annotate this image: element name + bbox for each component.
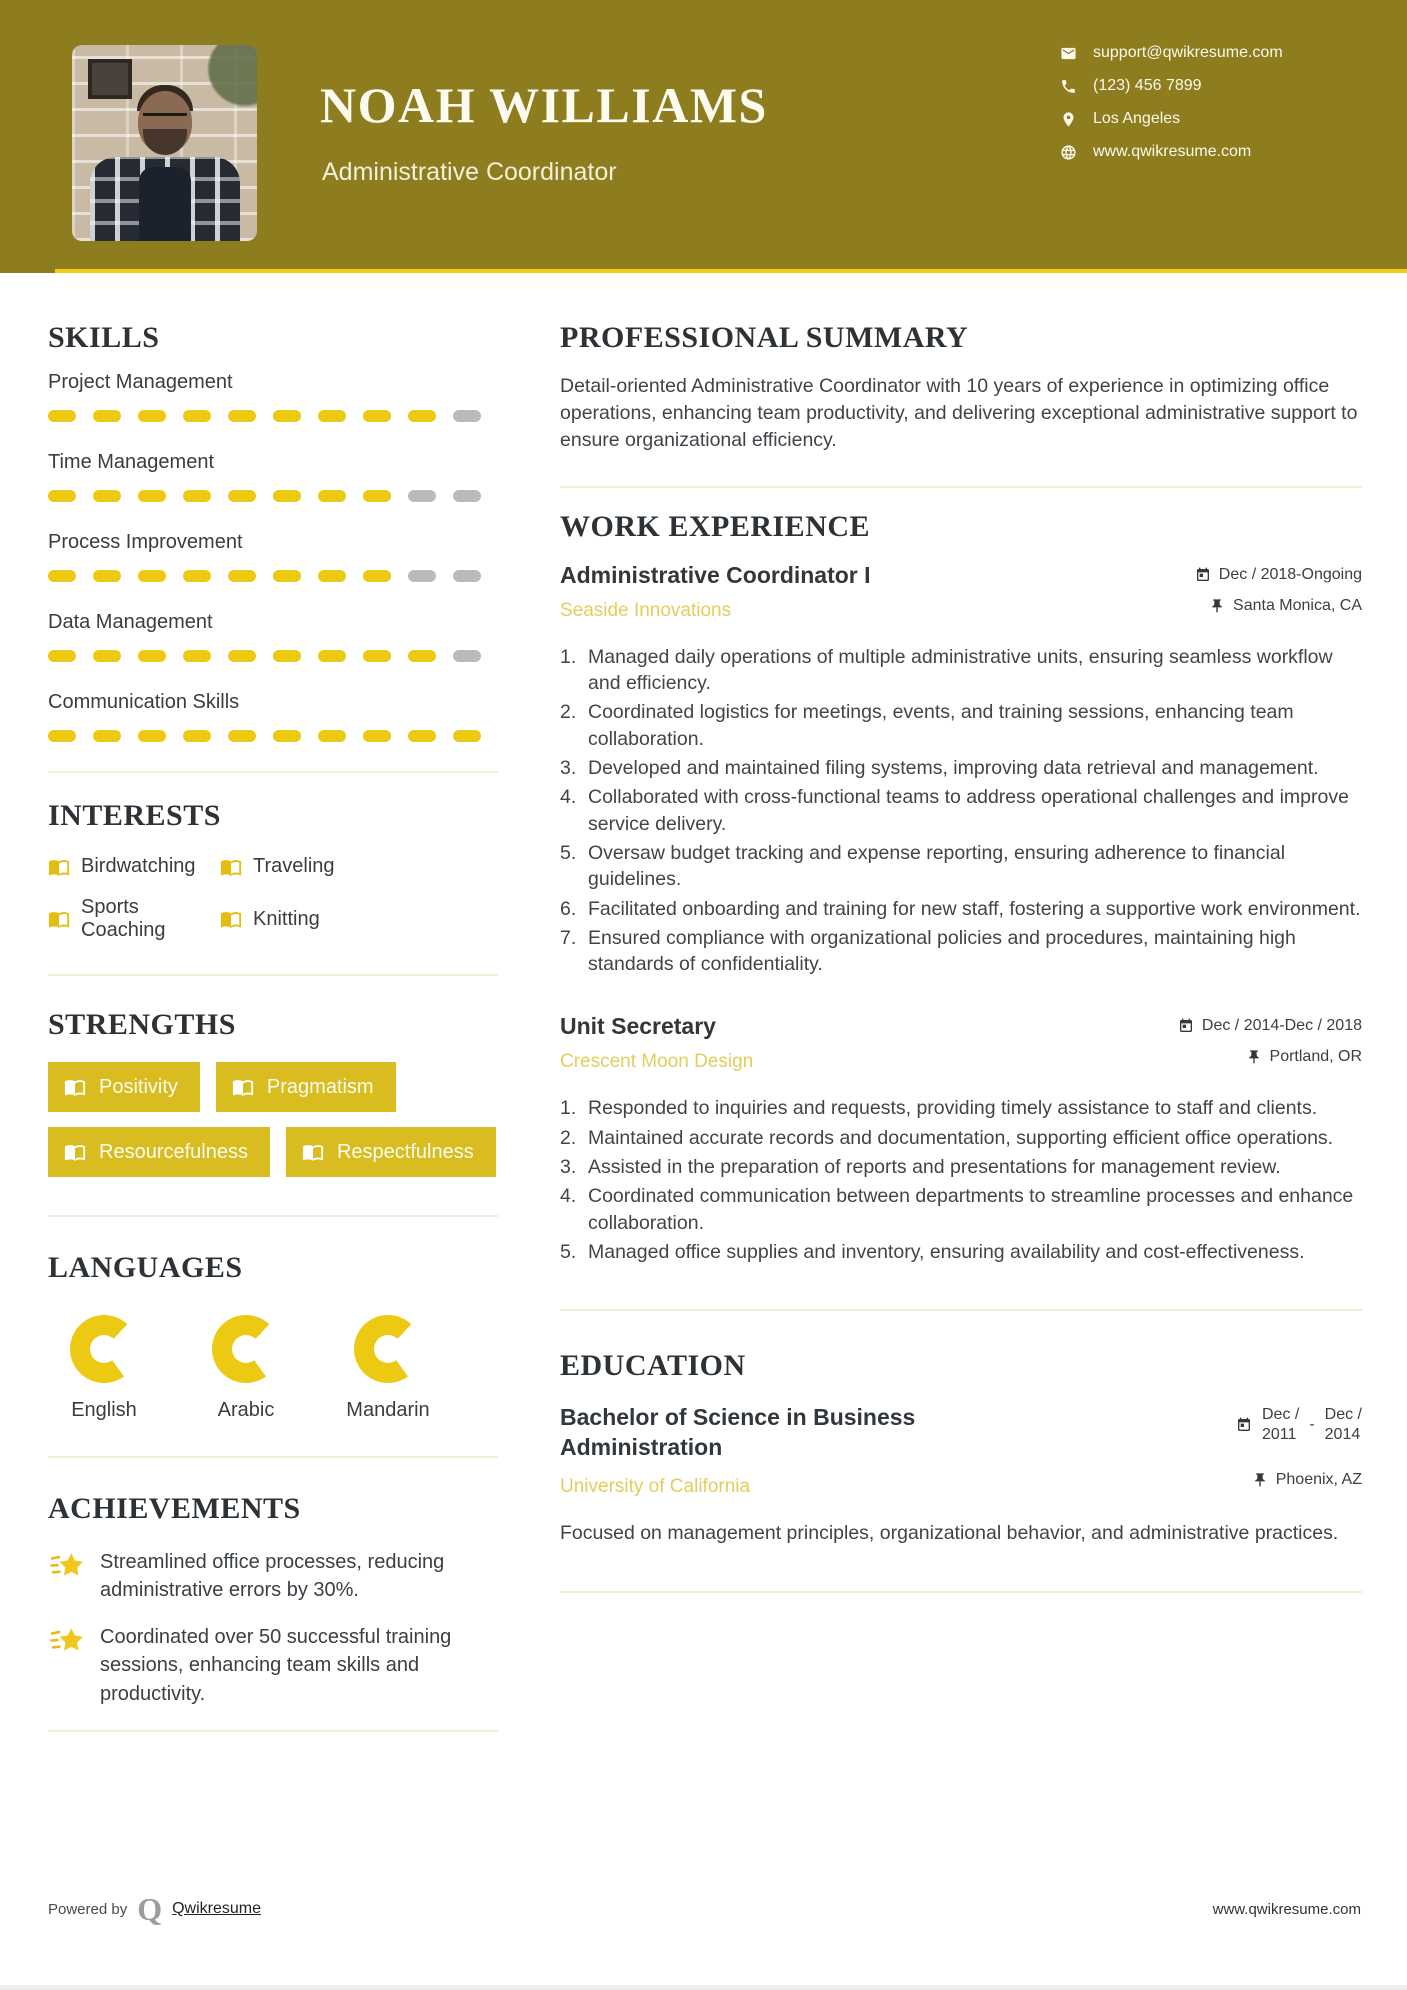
contact-text: support@qwikresume.com [1093, 44, 1283, 61]
globe-icon [1060, 144, 1077, 161]
bullet: Facilitated onboarding and training for new staff, fostering a supportive work environment. [588, 897, 1361, 920]
interest-item [220, 855, 498, 878]
skill-dash [453, 730, 481, 742]
contact-item [1060, 143, 1283, 161]
degree-title: Bachelor of Science in Business Administration [560, 1404, 916, 1461]
person-title: Administrative Coordinator [322, 158, 617, 186]
job-company: Seaside Innovations [560, 599, 732, 621]
divider [48, 1215, 498, 1217]
skill-row [48, 611, 498, 662]
contact-list [1060, 44, 1283, 161]
book-icon [48, 908, 70, 930]
job-entry [560, 562, 1362, 978]
pushpin-icon [1246, 1049, 1262, 1065]
book-icon [220, 856, 242, 878]
section-education [560, 1351, 1362, 1593]
skill-dash [183, 410, 211, 422]
job-date-text: Dec / 2014-Dec / 2018 [1201, 1017, 1362, 1035]
strength-label: Positivity [99, 1075, 178, 1098]
skill-dash [138, 490, 166, 502]
education-header [560, 1403, 1362, 1498]
interest-label: Sports Coaching [81, 896, 166, 941]
skill-dash [138, 730, 166, 742]
job-company: Crescent Moon Design [560, 1051, 754, 1073]
skill-dash [408, 490, 436, 502]
contact-item [1060, 44, 1283, 62]
bullet: Coordinated logistics for meetings, events, and training sessions, enhancing team collaboration. [588, 701, 1294, 750]
job-header [560, 1013, 1362, 1073]
skill-dash [363, 410, 391, 422]
language-gauge [354, 1315, 422, 1383]
contact-item [1060, 77, 1283, 95]
achievement-text: Coordinated over 50 successful training sessions, enhancing team skills and productivity. [100, 1625, 452, 1705]
interest-label: Birdwatching [81, 855, 196, 877]
summary-heading: PROFESSIONAL SUMMARY [560, 321, 969, 354]
location-icon [1060, 111, 1077, 128]
summary-text: Detail-oriented Administrative Coordinator with 10 years of experience in optimizing office operations, enhancing team productivity, and delivering exceptional administrative support to ensure organizational efficiency. [560, 375, 1358, 451]
date-end-month: Dec / [1324, 1406, 1362, 1424]
divider [560, 486, 1362, 488]
school-name: University of California [560, 1476, 751, 1498]
divider [48, 1730, 498, 1732]
bullet: Coordinated communication between departments to streamline processes and enhance collaboration. [588, 1185, 1354, 1234]
date-start-month: Dec / [1261, 1406, 1300, 1424]
education-date-start [1262, 1405, 1299, 1445]
skill-dash [363, 490, 391, 502]
person-glasses [143, 113, 187, 123]
education-meta [1236, 1403, 1362, 1489]
skill-dash [408, 570, 436, 582]
skill-label: Process Improvement [48, 531, 243, 553]
skill-label: Time Management [48, 451, 214, 473]
section-summary [560, 323, 1362, 488]
language-gauge [70, 1315, 138, 1383]
skill-dash [93, 410, 121, 422]
section-achievements [48, 1494, 498, 1732]
person-tshirt [139, 167, 191, 241]
skill-dash [93, 490, 121, 502]
powered-by-label: Powered by [48, 1900, 128, 1918]
section-strengths [48, 1010, 498, 1217]
language-label: Arabic [217, 1399, 275, 1421]
qwikresume-logo: Q [137, 1891, 163, 1927]
contact-item [1060, 110, 1283, 128]
calendar-icon [1236, 1417, 1252, 1433]
language-gauge [212, 1315, 280, 1383]
strength-badge [216, 1062, 396, 1112]
book-icon [48, 856, 70, 878]
job-meta [1178, 1013, 1362, 1066]
bullet: Maintained accurate records and documentation, supporting efficient office operations. [588, 1126, 1334, 1149]
star-icon [48, 1550, 86, 1582]
languages-list [48, 1315, 498, 1422]
skill-dash [318, 730, 346, 742]
skill-dash [273, 490, 301, 502]
divider [48, 771, 498, 773]
skill-bar [48, 650, 498, 662]
bullet: Responded to inquiries and requests, providing timely assistance to staff and clients. [588, 1097, 1318, 1120]
job-title: Administrative Coordinator I [560, 561, 871, 588]
skill-dash [228, 570, 256, 582]
interest-item [48, 855, 220, 878]
strength-label: Pragmatism [266, 1075, 374, 1098]
email-icon [1060, 45, 1077, 62]
interest-item [48, 896, 220, 942]
education-location-text: Phoenix, AZ [1275, 1471, 1362, 1489]
skill-dash [273, 570, 301, 582]
skill-dash [273, 650, 301, 662]
skill-dash [273, 410, 301, 422]
footer-website[interactable]: www.qwikresume.com [1212, 1900, 1361, 1918]
footer [48, 1893, 1361, 1925]
skill-dash [228, 730, 256, 742]
job-location [1246, 1048, 1362, 1066]
skills-heading: SKILLS [48, 321, 160, 354]
bullet: Collaborated with cross-functional teams to address operational challenges and improve service delivery. [588, 786, 1349, 835]
skill-row [48, 691, 498, 742]
job-meta [1195, 562, 1362, 615]
job-location-text: Santa Monica, CA [1233, 596, 1362, 614]
skill-dash [93, 570, 121, 582]
language-item [190, 1315, 302, 1422]
interests-list [48, 855, 498, 942]
skill-dash [183, 730, 211, 742]
education-location [1252, 1471, 1362, 1489]
achievements-list [48, 1548, 498, 1708]
skill-dash [228, 490, 256, 502]
skill-bar [48, 490, 498, 502]
strength-label: Respectfulness [336, 1140, 474, 1163]
skill-row [48, 371, 498, 422]
person-name: NOAH WILLIAMS [320, 77, 768, 133]
pushpin-icon [1209, 598, 1225, 614]
section-skills [48, 323, 498, 773]
achievement-item [48, 1623, 498, 1708]
bullet: Managed daily operations of multiple administrative units, ensuring seamless workflow and efficiency. [588, 645, 1333, 695]
skill-dash [453, 650, 481, 662]
skill-dash [228, 650, 256, 662]
divider [560, 1591, 1362, 1593]
skill-dash [273, 730, 301, 742]
bullet: Managed office supplies and inventory, ensuring availability and cost-effectiveness. [588, 1241, 1305, 1264]
skill-dash [48, 730, 76, 742]
skill-dash [318, 490, 346, 502]
skill-dash [138, 570, 166, 582]
right-column [560, 323, 1362, 1593]
job-bullets [560, 644, 1362, 978]
language-label: English [71, 1399, 137, 1421]
education-description: Focused on management principles, organizational behavior, and administrative practices. [560, 1522, 1339, 1545]
bullet: Oversaw budget tracking and expense reporting, ensuring adherence to financial guidelines. [588, 841, 1286, 891]
skill-dash [318, 570, 346, 582]
header [0, 0, 1407, 273]
book-icon [302, 1141, 324, 1163]
skill-dash [408, 650, 436, 662]
contact-text: (123) 456 7899 [1093, 77, 1202, 94]
contact-text: www.qwikresume.com [1093, 143, 1252, 160]
book-icon [232, 1076, 254, 1098]
skill-row [48, 531, 498, 582]
divider [48, 1456, 498, 1458]
skill-dash [48, 570, 76, 582]
skill-label: Data Management [48, 611, 213, 633]
skill-dash [363, 650, 391, 662]
qwikresume-link[interactable]: Qwikresume [172, 1900, 262, 1917]
book-icon [220, 908, 242, 930]
bullet: Ensured compliance with organizational policies and procedures, maintaining high standards of confidentiality. [588, 926, 1296, 976]
strength-badge [48, 1062, 200, 1112]
star-icon [48, 1625, 86, 1657]
job-entry [560, 1013, 1362, 1265]
skill-dash [318, 650, 346, 662]
book-icon [64, 1076, 86, 1098]
calendar-icon [1195, 567, 1211, 583]
skill-label: Communication Skills [48, 691, 240, 713]
interests-heading: INTERESTS [48, 799, 221, 832]
bullet: Assisted in the preparation of reports and presentations for management review. [588, 1156, 1281, 1179]
skill-dash [48, 490, 76, 502]
book-icon [64, 1141, 86, 1163]
education-date [1236, 1405, 1362, 1445]
profile-photo [72, 45, 257, 241]
skill-dash [408, 410, 436, 422]
skill-bar [48, 730, 498, 742]
job-date-text: Dec / 2018-Ongoing [1218, 565, 1362, 583]
interest-label: Knitting [253, 907, 320, 930]
section-experience [560, 509, 1362, 1312]
skill-dash [48, 650, 76, 662]
skill-bar [48, 570, 498, 582]
divider [48, 974, 498, 976]
job-location [1209, 597, 1362, 615]
language-item [332, 1315, 444, 1422]
date-start-year: 2011 [1261, 1426, 1297, 1444]
skills-list [48, 371, 498, 742]
skill-dash [48, 410, 76, 422]
strength-label: Resourcefulness [99, 1140, 248, 1163]
achievement-item [48, 1548, 498, 1605]
skill-bar [48, 410, 498, 422]
interest-item [220, 896, 498, 942]
strength-badge [48, 1127, 270, 1177]
job-location-text: Portland, OR [1269, 1048, 1362, 1066]
footer-brand [48, 1893, 261, 1925]
header-underline [55, 269, 1407, 273]
left-column [48, 323, 498, 1732]
person-beard [143, 129, 187, 155]
skill-dash [183, 650, 211, 662]
skill-dash [408, 730, 436, 742]
calendar-icon [1178, 1018, 1194, 1034]
strength-badge [286, 1127, 496, 1177]
education-date-end [1325, 1405, 1362, 1445]
experience-heading: WORK EXPERIENCE [560, 509, 871, 543]
skill-dash [93, 730, 121, 742]
skill-label: Project Management [48, 371, 233, 393]
plant [203, 45, 257, 117]
skill-dash [318, 410, 346, 422]
interest-label: Traveling [253, 855, 335, 877]
skill-dash [363, 570, 391, 582]
skill-row [48, 451, 498, 502]
skill-dash [93, 650, 121, 662]
language-item [48, 1315, 160, 1422]
section-languages [48, 1253, 498, 1458]
date-end-year: 2014 [1324, 1426, 1361, 1444]
skill-dash [363, 730, 391, 742]
job-header [560, 562, 1362, 622]
strengths-heading: STRENGTHS [48, 1008, 236, 1041]
contact-text: Los Angeles [1093, 110, 1181, 127]
pushpin-icon [1252, 1472, 1268, 1488]
education-heading: EDUCATION [560, 1349, 746, 1383]
skill-dash [138, 410, 166, 422]
section-interests [48, 801, 498, 976]
skill-dash [453, 570, 481, 582]
job-bullets [560, 1095, 1362, 1265]
job-date [1195, 566, 1362, 584]
strengths-list [48, 1062, 498, 1177]
jobs-list [560, 562, 1362, 1266]
job-title: Unit Secretary [560, 1013, 716, 1040]
divider [560, 1309, 1362, 1311]
skill-dash [228, 410, 256, 422]
languages-heading: LANGUAGES [48, 1251, 243, 1284]
skill-dash [183, 570, 211, 582]
job-date [1178, 1017, 1362, 1035]
skill-dash [453, 410, 481, 422]
skill-dash [183, 490, 211, 502]
phone-icon [1060, 78, 1077, 95]
achievements-heading: ACHIEVEMENTS [48, 1492, 301, 1525]
achievement-text: Streamlined office processes, reducing administrative errors by 30%. [100, 1551, 445, 1602]
bottom-strip [0, 1985, 1407, 1990]
date-separator: - [1309, 1416, 1315, 1434]
skill-dash [138, 650, 166, 662]
language-label: Mandarin [346, 1399, 430, 1421]
bullet: Developed and maintained filing systems, improving data retrieval and management. [588, 756, 1319, 779]
picture-frame [88, 59, 132, 99]
skill-dash [453, 490, 481, 502]
